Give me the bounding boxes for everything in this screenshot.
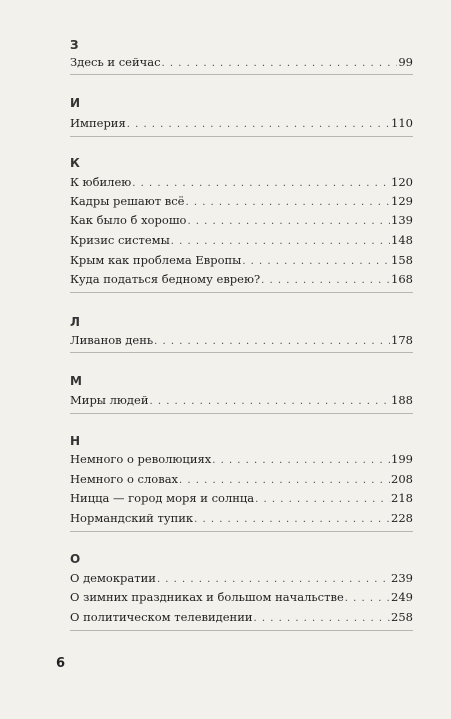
entry-title: Здесь и сейчас [70,55,161,69]
entry-title: Как было б хорошо [70,213,187,227]
entry-title: О зимних праздниках и большом начальстве [70,590,344,604]
entry-title: Куда податься бедному еврею? [70,272,261,286]
entry-title: Нормандский тупик [70,511,194,525]
entry-title: Ницца — город моря и солнца [70,491,255,505]
entry-page: 99 [398,55,413,69]
leader-dots [185,195,390,210]
toc-entry [70,590,413,606]
entry-page: 188 [391,393,413,407]
section-letter: З [70,38,79,52]
entry-page: 228 [391,511,413,525]
section-letter: О [70,552,81,566]
section-letter: М [70,374,82,388]
toc-entry [70,511,413,527]
toc-entry [70,175,413,191]
toc-entry [70,116,413,132]
toc-entry [70,472,413,488]
leader-dots [149,394,390,409]
toc-entry [70,272,413,288]
entry-page: 158 [391,253,413,267]
entry-page: 139 [391,213,413,227]
entry-title: О демократии [70,571,156,585]
entry-title: Кризис системы [70,233,170,247]
entry-page: 129 [391,194,413,208]
leader-dots [194,512,390,527]
entry-page: 249 [391,590,413,604]
entry-page: 178 [391,333,413,347]
leader-dots [171,234,390,249]
leader-dots [242,254,390,269]
leader-dots [132,176,390,191]
section-divider [70,630,413,631]
leader-dots [154,334,390,349]
entry-page: 199 [391,452,413,466]
page-number: 6 [56,656,66,671]
entry-title: Крым как проблема Европы [70,253,242,267]
leader-dots [162,56,398,71]
section-divider [70,74,413,75]
leader-dots [187,214,390,229]
toc-entry [70,333,413,349]
toc-entry [70,452,413,468]
toc-entry [70,491,413,507]
section-letter: И [70,96,81,110]
entry-page: 148 [391,233,413,247]
entry-page: 120 [391,175,413,189]
leader-dots [345,591,390,606]
entry-title: Кадры решают всё [70,194,185,208]
toc-entry [70,213,413,229]
toc-entry [70,233,413,249]
section-divider [70,136,413,137]
section-letter: К [70,156,80,170]
entry-title: Немного о словах [70,472,179,486]
toc-entry [70,253,413,269]
entry-title: Ливанов день [70,333,154,347]
entry-title: Миры людей [70,393,149,407]
section-divider [70,531,413,532]
entry-page: 239 [391,571,413,585]
leader-dots [212,453,390,468]
section-letter: Л [70,315,80,329]
leader-dots [261,273,390,288]
entry-title: К юбилею [70,175,132,189]
leader-dots [254,611,391,626]
toc-entry [70,55,413,71]
toc-entry [70,610,413,626]
entry-page: 110 [391,116,413,130]
entry-page: 258 [391,610,413,624]
section-divider [70,413,413,414]
entry-page: 208 [391,472,413,486]
leader-dots [157,572,390,587]
section-divider [70,292,413,293]
section-divider [70,352,413,353]
section-letter: Н [70,434,81,448]
entry-page: 218 [391,491,413,505]
toc-entry [70,194,413,210]
leader-dots [127,117,390,132]
entry-title: О политическом телевидении [70,610,253,624]
toc-entry [70,571,413,587]
leader-dots [179,473,390,488]
entry-page: 168 [391,272,413,286]
entry-title: Немного о революциях [70,452,212,466]
leader-dots [255,492,390,507]
entry-title: Империя [70,116,126,130]
toc-entry [70,393,413,409]
